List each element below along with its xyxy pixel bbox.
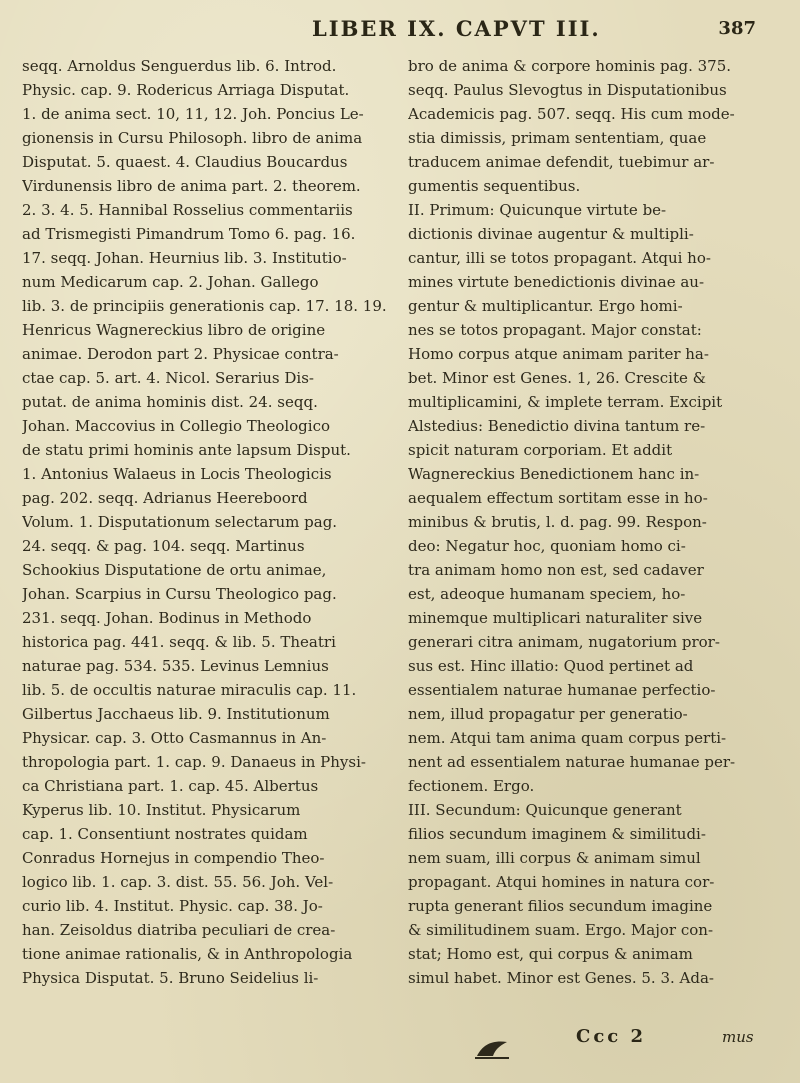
text-line: stat; Homo est, qui corpus & animam (408, 945, 693, 963)
text-line: naturae pag. 534. 535. Levinus Lemnius (22, 657, 329, 675)
text-line: spicit naturam corporiam. Et addit (408, 441, 673, 459)
text-line: Schookius Disputatione de ortu animae, (22, 561, 327, 579)
text-line: 24. seqq. & pag. 104. seqq. Martinus (22, 537, 305, 555)
text-line: rupta generant filios secundum imagine (408, 897, 713, 915)
text-line: minemque multiplicari naturaliter sive (408, 609, 703, 627)
text-line: Conradus Hornejus in compendio Theo- (22, 849, 325, 867)
text-line: nem. Atqui tam anima quam corpus perti- (408, 729, 727, 747)
text-line: 2. 3. 4. 5. Hannibal Rosselius commentariis (22, 201, 353, 219)
text-line: minibus & brutis, l. d. pag. 99. Respon- (408, 513, 707, 531)
text-line: gumentis sequentibus. (408, 177, 581, 195)
text-line: Volum. 1. Disputationum selectarum pag. (22, 513, 338, 531)
text-line: cap. 1. Consentiunt nostrates quidam (22, 825, 308, 843)
signature-mark: Ccc 2 (576, 1026, 647, 1047)
text-line: lib. 5. de occultis naturae miraculis cap. 11. (22, 681, 357, 699)
text-line: 1. de anima sect. 10, 11, 12. Joh. Poncius Le- (22, 105, 364, 123)
text-line: simul habet. Minor est Genes. 5. 3. Ada- (408, 969, 714, 987)
text-line: Johan. Maccovius in Collegio Theologico (22, 417, 331, 435)
text-line: nes se totos propagant. Major constat: (408, 321, 702, 339)
text-line: Johan. Scarpius in Cursu Theologico pag. (22, 585, 337, 603)
text-line: propagant. Atqui homines in natura cor- (408, 873, 715, 891)
text-line: est, adeoque humanam speciem, ho- (408, 585, 686, 603)
text-line: dictionis divinae augentur & multipli- (408, 225, 694, 243)
text-line: gionensis in Cursu Philosoph. libro de anima (22, 129, 363, 147)
text-line: bro de anima & corpore hominis pag. 375. (408, 57, 732, 75)
text-line: nem suam, illi corpus & animam simul (408, 849, 701, 867)
text-line: Wagnereckius Benedictionem hanc in- (408, 465, 700, 483)
text-line: mines virtute benedictionis divinae au- (408, 273, 705, 291)
text-line: Gilbertus Jacchaeus lib. 9. Institutionum (22, 705, 330, 723)
printers-ornament-icon (473, 1034, 511, 1060)
text-line: traducem animae defendit, tuebimur ar- (408, 153, 715, 171)
text-line: seqq. Paulus Slevogtus in Disputationibus (408, 81, 727, 99)
text-line: essentialem naturae humanae perfectio- (408, 681, 716, 699)
text-line: multiplicamini, & implete terram. Excipit (408, 393, 723, 411)
text-line: Henricus Wagnereckius libro de origine (22, 321, 326, 339)
left-column (22, 54, 402, 990)
text-line: & similitudinem suam. Ergo. Major con- (408, 921, 714, 939)
text-line: stia dimissis, primam sententiam, quae (408, 129, 707, 147)
text-line: aequalem effectum sortitam esse in ho- (408, 489, 708, 507)
text-line: nem, illud propagatur per generatio- (408, 705, 688, 723)
page-footer (0, 1026, 800, 1056)
text-line: sus est. Hinc illatio: Quod pertinet ad (408, 657, 694, 675)
text-line: lib. 3. de principiis generationis cap. 17. 18. 19. (22, 297, 387, 315)
text-line: logico lib. 1. cap. 3. dist. 55. 56. Joh. Vel- (22, 873, 334, 891)
text-line: Physica Disputat. 5. Bruno Seidelius li- (22, 969, 319, 987)
right-column (408, 54, 783, 990)
text-line: tione animae rationalis, & in Anthropologia (22, 945, 353, 963)
page-number: 387 (718, 18, 756, 39)
text-line: Academicis pag. 507. seqq. His cum mode- (408, 105, 735, 123)
text-line: Disputat. 5. quaest. 4. Claudius Boucardus (22, 153, 348, 171)
text-line: seqq. Arnoldus Senguerdus lib. 6. Introd. (22, 57, 337, 75)
catchword: mus (722, 1028, 754, 1046)
text-line: Kyperus lib. 10. Institut. Physicarum (22, 801, 301, 819)
text-line: 17. seqq. Johan. Heurnius lib. 3. Institutio- (22, 249, 347, 267)
text-line: pag. 202. seqq. Adrianus Heereboord (22, 489, 308, 507)
text-line: filios secundum imaginem & similitudi- (408, 825, 706, 843)
text-line: historica pag. 441. seqq. & lib. 5. Theatri (22, 633, 336, 651)
text-line: han. Zeisoldus diatriba peculiari de crea- (22, 921, 336, 939)
text-line: III. Secundum: Quicunque generant (408, 801, 682, 819)
text-line: thropologia part. 1. cap. 9. Danaeus in Physi- (22, 753, 366, 771)
text-line: Physicar. cap. 3. Otto Casmannus in An- (22, 729, 327, 747)
text-line: de statu primi hominis ante lapsum Disput. (22, 441, 351, 459)
text-line: generari citra animam, nugatorium pror- (408, 633, 720, 651)
text-line: putat. de anima hominis dist. 24. seqq. (22, 393, 318, 411)
text-line: deo: Negatur hoc, quoniam homo ci- (408, 537, 686, 555)
text-line: II. Primum: Quicunque virtute be- (408, 201, 667, 219)
text-line: ctae cap. 5. art. 4. Nicol. Serarius Dis- (22, 369, 314, 387)
text-line: 1. Antonius Walaeus in Locis Theologicis (22, 465, 332, 483)
text-line: fectionem. Ergo. (408, 777, 535, 795)
running-head: LIBER IX. CAPVT III. (312, 16, 601, 41)
page-header (0, 12, 800, 48)
text-line: nent ad essentialem naturae humanae per- (408, 753, 736, 771)
text-line: Alstedius: Benedictio divina tantum re- (408, 417, 706, 435)
text-line: 231. seqq. Johan. Bodinus in Methodo (22, 609, 312, 627)
text-line: Physic. cap. 9. Rodericus Arriaga Disputat. (22, 81, 350, 99)
text-line: Virdunensis libro de anima part. 2. theorem. (22, 177, 361, 195)
text-line: Homo corpus atque animam pariter ha- (408, 345, 709, 363)
text-line: curio lib. 4. Institut. Physic. cap. 38. Jo- (22, 897, 323, 915)
text-line: gentur & multiplicantur. Ergo homi- (408, 297, 683, 315)
text-line: num Medicarum cap. 2. Johan. Gallego (22, 273, 319, 291)
text-line: tra animam homo non est, sed cadaver (408, 561, 704, 579)
text-line: cantur, illi se totos propagant. Atqui ho- (408, 249, 711, 267)
text-line: ad Trismegisti Pimandrum Tomo 6. pag. 16. (22, 225, 356, 243)
text-line: animae. Derodon part 2. Physicae contra- (22, 345, 339, 363)
text-line: bet. Minor est Genes. 1, 26. Crescite & (408, 369, 706, 387)
text-line: ca Christiana part. 1. cap. 45. Albertus (22, 777, 319, 795)
